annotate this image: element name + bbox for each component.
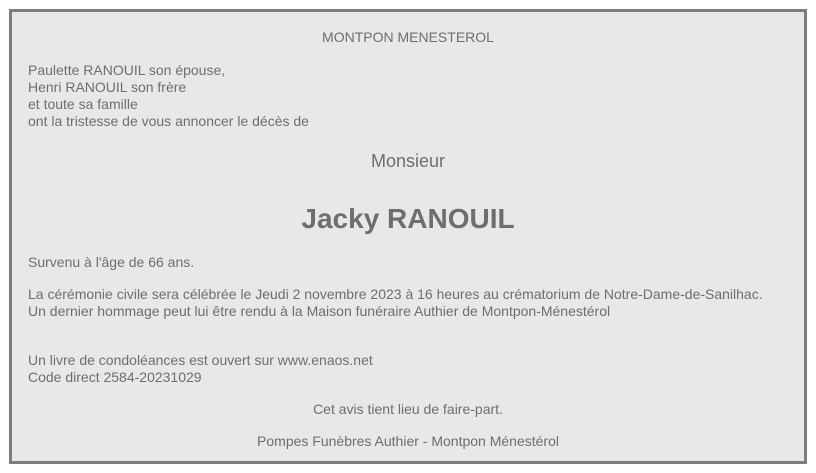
tribute-line: Un dernier hommage peut lui être rendu à la Maison funéraire Authier de Montpon-Ménestérol	[28, 303, 611, 319]
obituary-notice	[9, 9, 807, 464]
notice-location: MONTPON MENESTEROL	[322, 29, 494, 45]
honorific: Monsieur	[370, 151, 446, 171]
deceased-name: Jacky RANOUIL	[301, 203, 515, 234]
family-announcement	[28, 62, 309, 130]
ceremony-line: La cérémonie civile sera célébrée le Jeudi 2 novembre 2023 à 16 heures au crématorium de Notre-Dame-de-Sanilhac.	[28, 286, 763, 302]
undertaker-line: Pompes Funèbres Authier - Montpon Ménestérol	[257, 433, 559, 449]
family-line: Paulette RANOUIL son épouse,	[28, 62, 226, 78]
condolence-line: Un livre de condoléances est ouvert sur www.enaos.net	[28, 352, 373, 368]
family-line: Henri RANOUIL son frère	[28, 79, 187, 95]
code-line: Code direct 2584-20231029	[28, 369, 202, 385]
age-line: Survenu à l'âge de 66 ans.	[28, 254, 195, 270]
family-line: et toute sa famille	[28, 96, 138, 112]
closing-line: Cet avis tient lieu de faire-part.	[313, 401, 503, 417]
family-line: ont la tristesse de vous annoncer le décès de	[28, 113, 309, 129]
condolence-details	[28, 352, 373, 386]
ceremony-details	[28, 286, 773, 320]
